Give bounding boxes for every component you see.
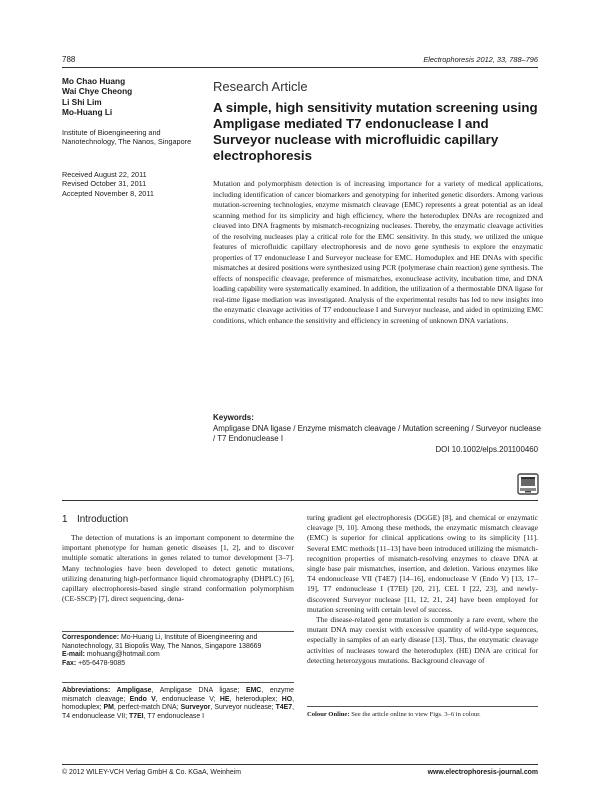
email-address[interactable]: mohuang@hotmail.com bbox=[84, 651, 160, 659]
author-name: Mo Chao Huang bbox=[62, 76, 126, 86]
section-number: 1 bbox=[62, 514, 68, 525]
abbreviation-term: HE bbox=[219, 695, 230, 703]
abbreviation-definition: , Surveyor nuclease; bbox=[210, 704, 276, 712]
doi-link[interactable]: DOI 10.1002/elps.201100460 bbox=[435, 445, 538, 454]
body-paragraph: turing gradient gel electrophoresis (DGGE) [8], and chemical or enzymatic cleavage [9, 10]. Among these methods, the enzymatic mismatch cleavage (EMC) is superior for clinical applications owing to its simplicity [11]. Several EMC methods [11–13] have been introduced utilizing the mismatch-recognition properties of mismatch-resolving enzymes to cleave DNA at single base pair mismatches, insertion, and deletion. Various enzymes like T4 endonuclease VII (T4E7) [14–16], endonuclease V (Endo V) [13, 17–19], T7 endonuclease I (T7EI) [20, 21], CEL I [22, 23], and newly-discovered Surveyor nuclease [11, 12, 21, 24] have been employed for mutation screening with certain level of success. bbox=[307, 513, 538, 614]
abbreviation-definition: , homoduplex; bbox=[62, 695, 295, 712]
abbreviation-term: EMC bbox=[245, 687, 262, 694]
abbreviation-term: T7EI bbox=[129, 712, 144, 720]
abbreviation-term: Endo V bbox=[129, 695, 156, 703]
journal-reference: Electrophoresis 2012, 33, 788–796 bbox=[423, 55, 538, 64]
keywords-heading: Keywords: bbox=[213, 413, 254, 422]
body-paragraph: The detection of mutations is an important component to determine the important phenotype for human genetic diseases [1, 2], and to discover multiple somatic alterations in genes related to tumor development [3–7]. Many technologies have been developed to detect genetic mutations, utilizing denaturing high-performance liquid chromatography (DHPLC) [6], capillary electrophoresis-based single strand conformation polymorphism (CE-SSCP) [7], direct sequencing, dena- bbox=[62, 533, 294, 604]
article-title: A simple, high sensitivity mutation screening using Ampligase mediated T7 endonuclease I and Surveyor nuclease with microfluidic capillary electrophoresis bbox=[213, 100, 538, 164]
correspondence-label: Correspondence: bbox=[62, 634, 120, 641]
supporting-information-icon[interactable] bbox=[517, 473, 539, 495]
author-name: Wai Chye Cheong bbox=[62, 86, 133, 97]
correspondence-address: Mo-Huang Li, Institute of Bioengineering and Nanotechnology, 31 Biopolis Way, The Nanos, Singapore 138669 bbox=[62, 634, 262, 650]
keywords-list: Ampligase DNA ligase / Enzyme mismatch cleavage / Mutation screening / Surveyor nuclease / T7 Endonuclease I bbox=[213, 424, 542, 444]
footnote-rule bbox=[307, 706, 538, 707]
author-affiliation: Institute of Bioengineering and Nanotechnology, The Nanos, Singapore bbox=[62, 128, 192, 147]
abbreviation-definition: , enzyme mismatch cleavage; bbox=[62, 687, 294, 703]
section-title: Introduction bbox=[77, 514, 129, 525]
page-number: 788 bbox=[62, 55, 76, 64]
abbreviations-note bbox=[62, 687, 294, 721]
journal-website-link[interactable]: www.electrophoresis-journal.com bbox=[427, 769, 538, 776]
submission-dates bbox=[62, 170, 202, 198]
abbreviation-term: PM bbox=[103, 704, 114, 712]
footnote-rule bbox=[62, 682, 294, 683]
body-column-left bbox=[62, 533, 294, 604]
abbreviation-term: Surveyor bbox=[180, 704, 211, 712]
correspondence-note bbox=[62, 634, 294, 669]
article-type-label: Research Article bbox=[213, 79, 308, 94]
fax-number: +65-6478-9085 bbox=[76, 660, 126, 668]
abbreviation-definition: , perfect-match DNA; bbox=[113, 704, 181, 712]
colour-online-text: See the article online to view Figs. 3–6 in colour. bbox=[349, 711, 481, 718]
colour-online-label: Colour Online: bbox=[307, 711, 350, 718]
section-rule bbox=[62, 500, 538, 501]
abbreviation-definition: , Ampligase DNA ligase; bbox=[151, 687, 246, 694]
body-column-right bbox=[307, 513, 538, 666]
accepted-date: Accepted November 8, 2011 bbox=[62, 188, 154, 198]
author-name: Mo-Huang Li bbox=[62, 107, 113, 118]
revised-date: Revised October 31, 2011 bbox=[62, 179, 147, 189]
header-rule bbox=[62, 67, 538, 68]
body-paragraph: The disease-related gene mutation is commonly a rare event, where the mutant DNA may coexist with excessive quantity of wild-type sequences, especially in samples of an early disease [13]. Thus, the enzymatic cleavage activities of nucleases toward the heteroduplex (HE) DNA are critical for detecting heterozygous mutations. Background cleavage of bbox=[307, 615, 538, 665]
fax-label: Fax: bbox=[62, 660, 77, 668]
abbreviation-definition: , endonuclease V; bbox=[155, 695, 220, 703]
footer-rule bbox=[62, 764, 538, 765]
author-list bbox=[62, 76, 202, 118]
abbreviation-definition: , T4 endonuclease VII; bbox=[62, 704, 295, 720]
abbreviation-term: Abbreviations: Ampligase bbox=[62, 687, 152, 694]
abbreviation-term: HO bbox=[281, 695, 293, 703]
abbreviation-definition: , heteroduplex; bbox=[229, 695, 282, 703]
author-name: Li Shi Lim bbox=[62, 96, 102, 107]
section-heading-introduction bbox=[62, 514, 128, 525]
colour-online-note bbox=[307, 711, 538, 718]
email-label: E-mail: bbox=[62, 651, 85, 659]
abbreviation-term: T4E7 bbox=[275, 704, 293, 712]
copyright-notice: © 2012 WILEY-VCH Verlag GmbH & Co. KGaA, Weinheim bbox=[62, 769, 241, 776]
abbreviation-definition: , T7 endonuclease I bbox=[143, 712, 205, 720]
received-date: Received August 22, 2011 bbox=[62, 170, 147, 179]
abstract-text: Mutation and polymorphism detection is of increasing importance for a variety of medical applications, including identification of cancer biomarkers and genotyping for inherited genetic disorders. Among various mutation-screening technologies, enzyme mismatch cleavage (EMC) represents a great potential as an ideal scanning method for its simplicity and high efficiency, where the heteroduplex DNAs are recognized and cleaved into DNA fragments by mismatch-recognizing nucleases. Thereby, the enzymatic cleavage activities of the resolving nucleases play a critical role for the EMC sensitivity. In this study, we utilized the unique features of microfluidic capillary electrophoresis and de novo gene synthesis to explore the enzymatic properties of T7 endonuclease I and Surveyor nuclease for EMC. Homoduplex and HE DNAs with specific mismatches at desired positions were synthesized using PCR (polymerase chain reaction) gene synthesis. The effects of nonspecific cleavage, preference of mismatches, exonuclease activity, incubation time, and DNA loading capability were systematically examined. In addition, the utilization of a thermostable DNA ligase for real-time ligase mediation was investigated. Analysis of the experimental results has led to new insights into the enzymatic cleavage activities of T7 endonuclease I and Surveyor nuclease, and aided in optimizing EMC conditions, which enhance the sensitivity and efficiency in screening of unknown DNA variations. bbox=[213, 179, 543, 325]
footnote-rule bbox=[62, 631, 294, 632]
